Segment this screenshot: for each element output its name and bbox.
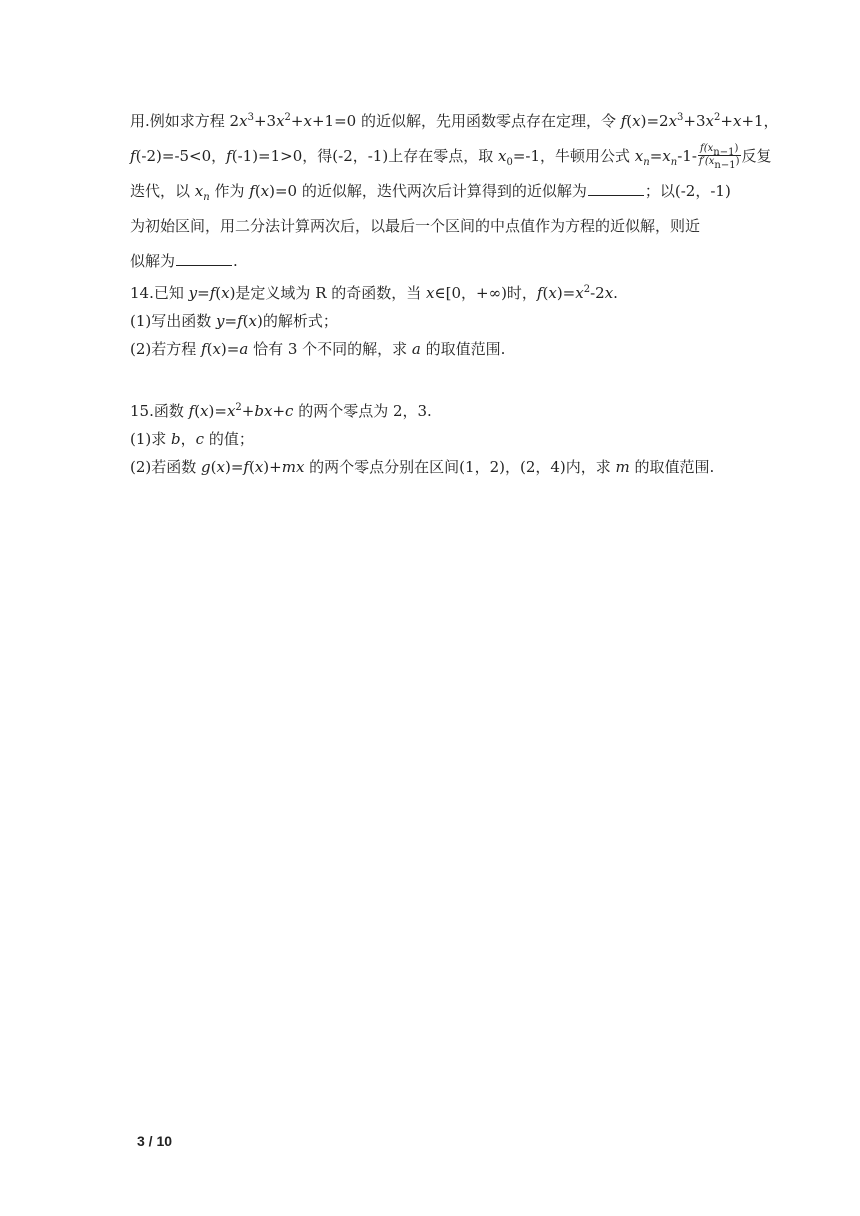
problem-13-line-5: 似解为 . [130,252,238,270]
answer-blank-newton[interactable] [588,181,644,196]
problem-13-line-3: 迭代，以 $x_n$ 作为 f(x)=0 的近似解，迭代两次后计算得到的近似解为 ；以(-2，-1) [130,182,731,203]
answer-blank-bisection[interactable] [176,251,232,266]
problem-13-line-2: f(-2)=-5<0，f(-1)=1>0，得(-2，-1)上存在零点，取 $x_0=-1$，牛顿用公式 $x_n=x_n-1-$ $\frac{f(x_{n-1})}{f'(x_{n-1})}$ 反复 [130,142,772,171]
problem-13-line-1: 用.例如求方程 $2x^3+3x^2+x+1=0$ 的近似解，先用函数零点存在定理，令 $f(x)=2x^3+3x^2+x+1$， [130,112,779,130]
document-body [130,104,779,481]
problem-14-question-1: (1)写出函数 y=f(x)的解析式； [130,312,338,330]
problem-15-stem: 15.函数 $f(x)=x^2+bx+c$ 的两个零点为 2，3. [130,402,432,420]
page-number: 3 / 10 [137,1133,173,1149]
problem-14-stem: 14.已知 y=f(x)是定义域为 R 的奇函数，当 x∈[0，+∞)时，$f(x)=x^2-2x$. [130,284,618,302]
newton-fraction: $\frac{f(x_{n-1})}{f'(x_{n-1})}$ [698,142,740,171]
problem-14-question-2: (2)若方程 f(x)=a 恰有 3 个不同的解，求 a 的取值范围. [130,340,506,358]
problem-15-question-1: (1)求 b，c 的值； [130,430,254,448]
problem-15-question-2: (2)若函数 g(x)=f(x)+mx 的两个零点分别在区间(1，2)，(2，4)内，求 m 的取值范围. [130,458,715,476]
problem-13-line-4: 为初始区间，用二分法计算两次后，以最后一个区间的中点值作为方程的近似解，则近 [130,217,701,235]
